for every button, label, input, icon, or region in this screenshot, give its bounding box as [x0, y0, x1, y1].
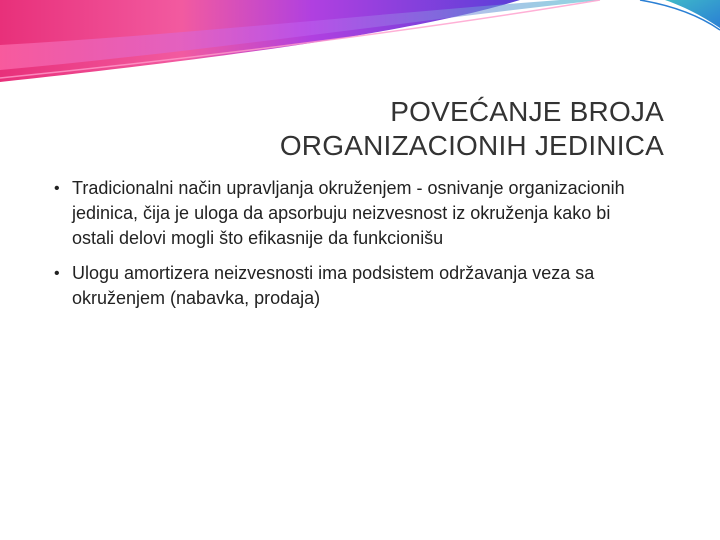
slide-title-line-2: ORGANIZACIONIH JEDINICA	[279, 129, 664, 161]
slide-title	[104, 95, 664, 163]
decorative-header-swoosh	[0, 0, 720, 100]
bullet-item	[54, 261, 654, 311]
bullet-list	[54, 176, 654, 321]
bullet-item	[54, 176, 654, 251]
bullet-text: Tradicionalni način upravljanja okruženjem - osnivanje organizacionih jedinica, čija je uloga da apsorbuju neizvesnost iz okruženja kako bi ostali delovi mogli što efikasnije da funkcionišu	[72, 178, 625, 248]
bullet-marker: •	[54, 265, 60, 282]
slide-title-line-1: POVEĆANJE BROJA	[390, 95, 664, 127]
bullet-text: Ulogu amortizera neizvesnosti ima podsistem održavanja veza sa okruženjem (nabavka, prodaja)	[72, 263, 595, 308]
bullet-marker: •	[54, 180, 60, 197]
